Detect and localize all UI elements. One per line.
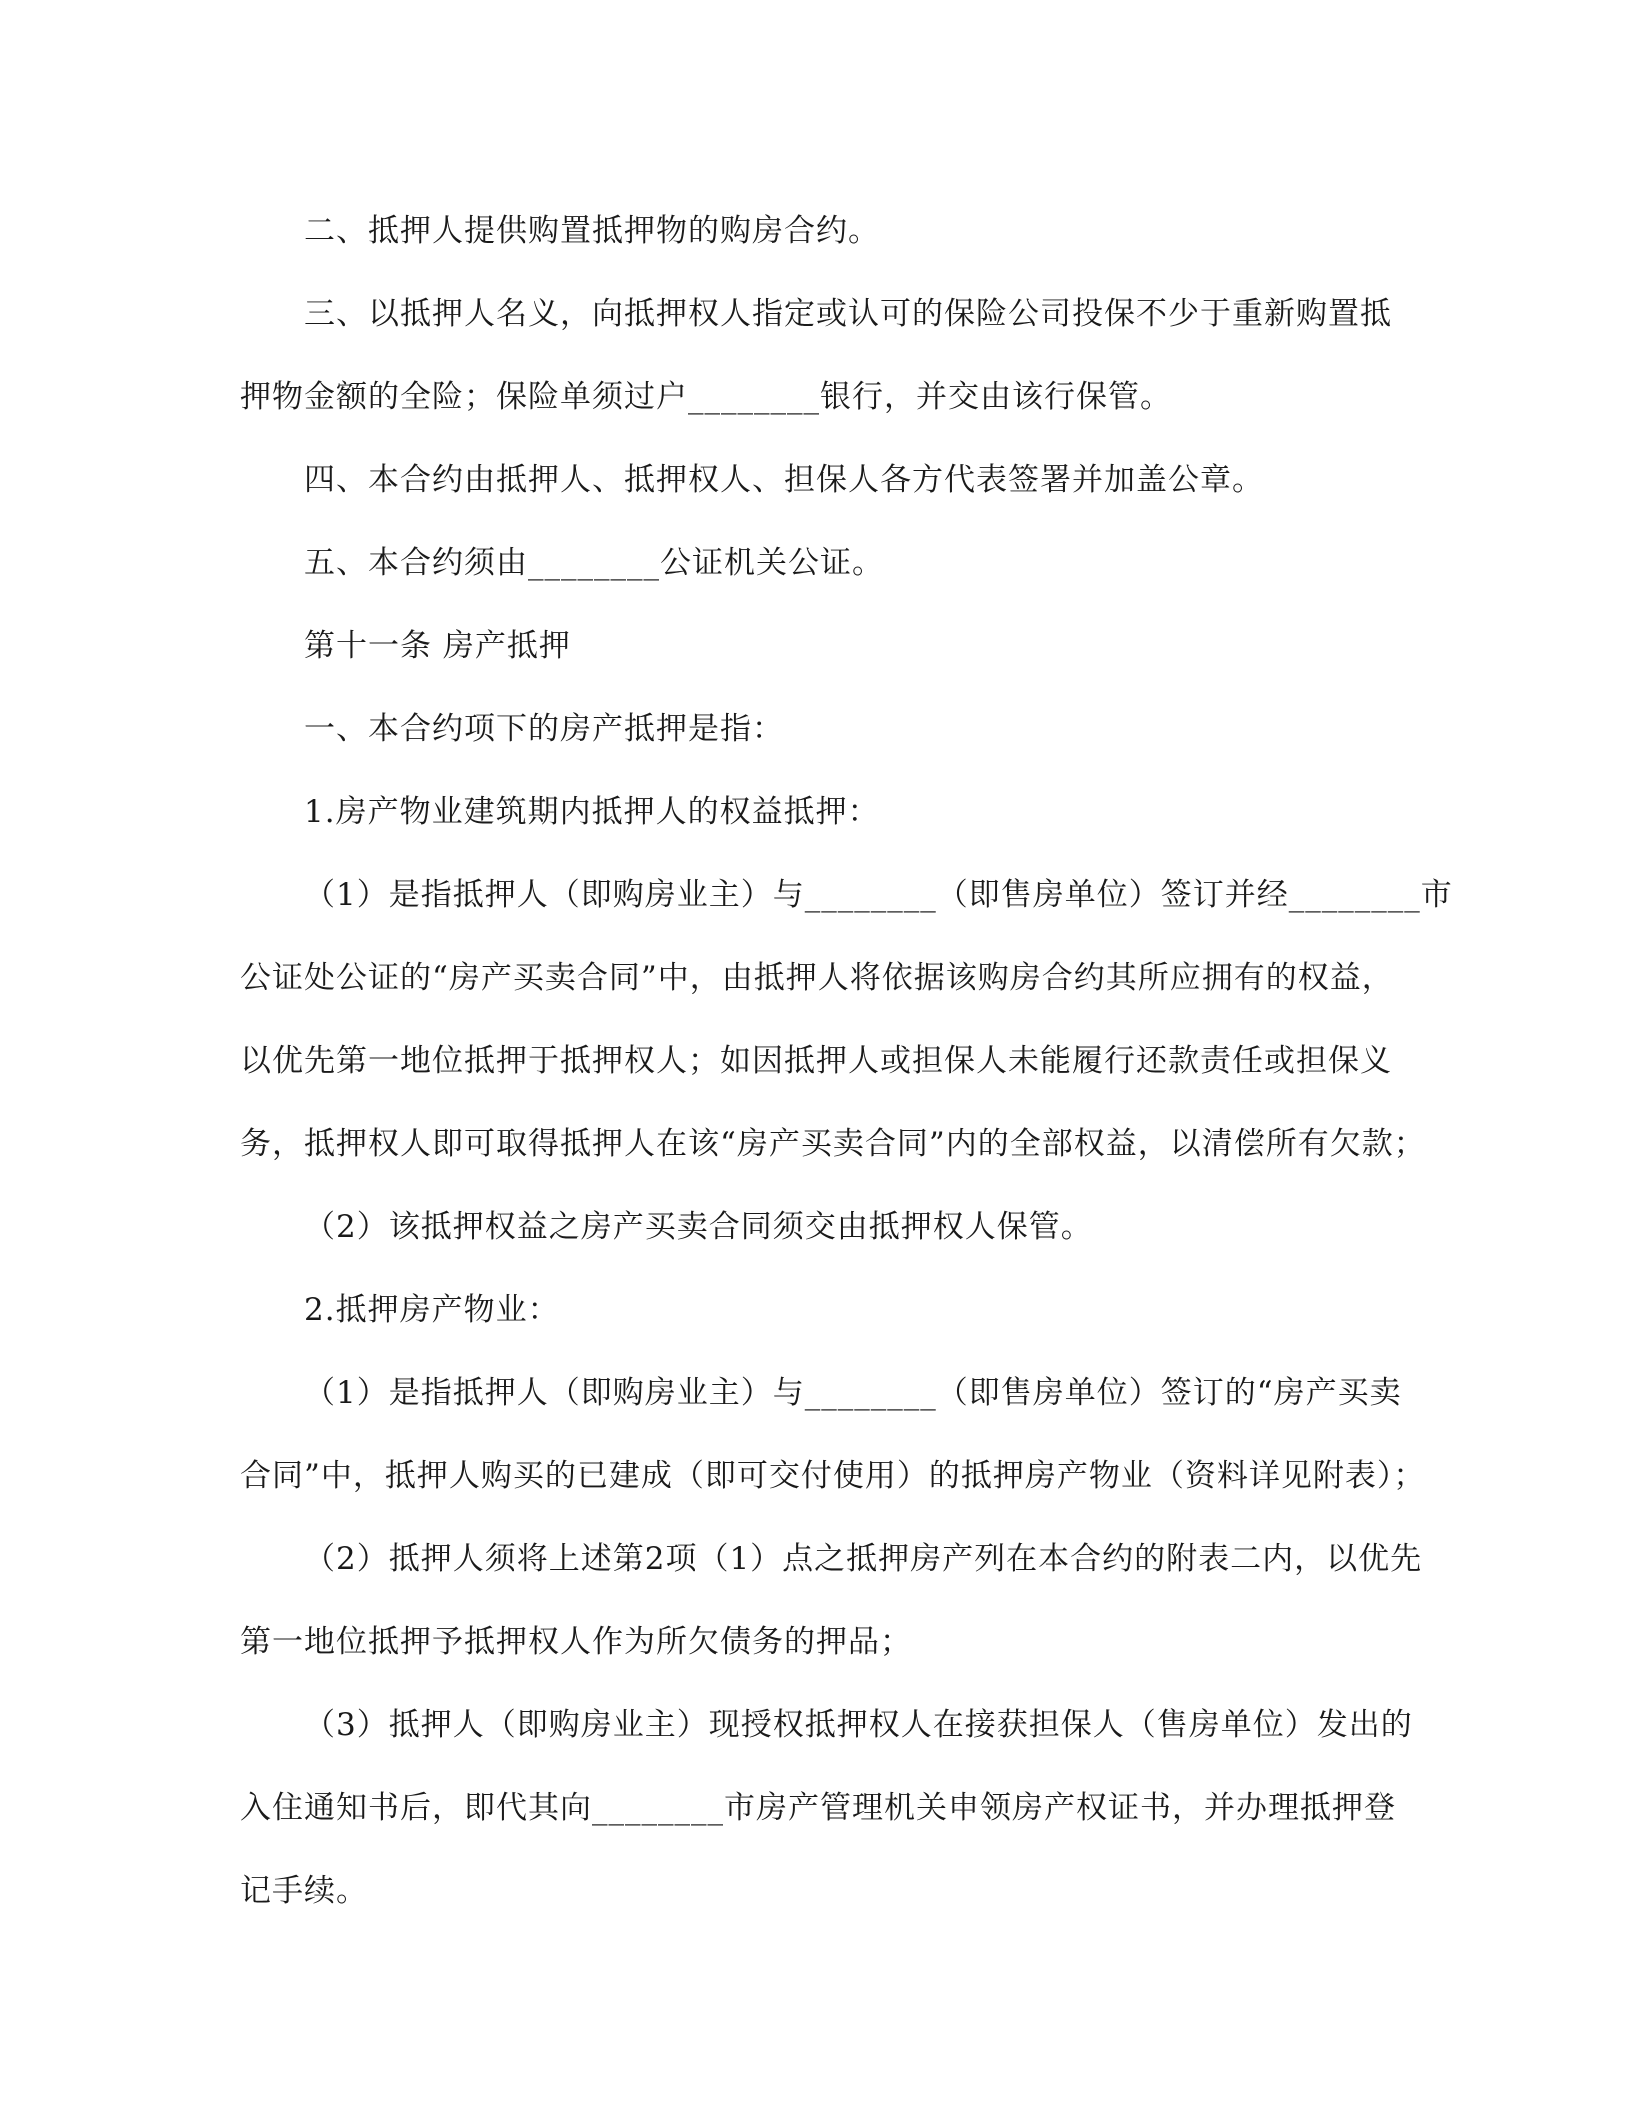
section-heading: 第十一条 房产抵押	[304, 628, 571, 664]
paragraph-line: 记手续。	[240, 1873, 368, 1909]
paragraph-line: 公证处公证的“房产买卖合同”中，由抵押人将依据该购房合约其所应拥有的权益，	[240, 960, 1394, 996]
paragraph-line: （1）是指抵押人（即购房业主）与________（即售房单位）签订并经________市	[304, 877, 1453, 913]
paragraph-line: 第一地位抵押予抵押权人作为所欠债务的押品；	[240, 1624, 912, 1660]
paragraph-line: 务，抵押权人即可取得抵押人在该“房产买卖合同”内的全部权益，以清偿所有欠款；	[240, 1126, 1426, 1162]
paragraph-line: 以优先第一地位抵押于抵押权人；如因抵押人或担保人未能履行还款责任或担保义	[240, 1043, 1392, 1079]
paragraph-line: 2.抵押房产物业：	[304, 1292, 560, 1328]
paragraph-line: （3）抵押人（即购房业主）现授权抵押权人在接获担保人（售房单位）发出的	[304, 1707, 1413, 1743]
paragraph-line: 1.房产物业建筑期内抵押人的权益抵押：	[304, 794, 880, 830]
document-body	[240, 190, 1453, 1933]
paragraph-line: 入住通知书后，即代其向________市房产管理机关申领房产权证书，并办理抵押登	[240, 1790, 1396, 1826]
paragraph-line: （1）是指抵押人（即购房业主）与________（即售房单位）签订的“房产买卖	[304, 1375, 1402, 1411]
paragraph-line: 三、以抵押人名义，向抵押权人指定或认可的保险公司投保不少于重新购置抵	[304, 296, 1392, 332]
paragraph-line: （2）抵押人须将上述第2项（1）点之抵押房产列在本合约的附表二内，以优先	[304, 1541, 1423, 1577]
paragraph-line: 合同”中，抵押人购买的已建成（即可交付使用）的抵押房产物业（资料详见附表）；	[240, 1458, 1426, 1494]
paragraph-line: 二、抵押人提供购置抵押物的购房合约。	[304, 213, 880, 249]
paragraph-line: 一、本合约项下的房产抵押是指：	[304, 711, 784, 747]
paragraph-line: 五、本合约须由________公证机关公证。	[304, 545, 884, 581]
paragraph-line: 押物金额的全险；保险单须过户________银行，并交由该行保管。	[240, 379, 1172, 415]
paragraph-line: （2）该抵押权益之房产买卖合同须交由抵押权人保管。	[304, 1209, 1093, 1245]
paragraph-line: 四、本合约由抵押人、抵押权人、担保人各方代表签署并加盖公章。	[304, 462, 1264, 498]
